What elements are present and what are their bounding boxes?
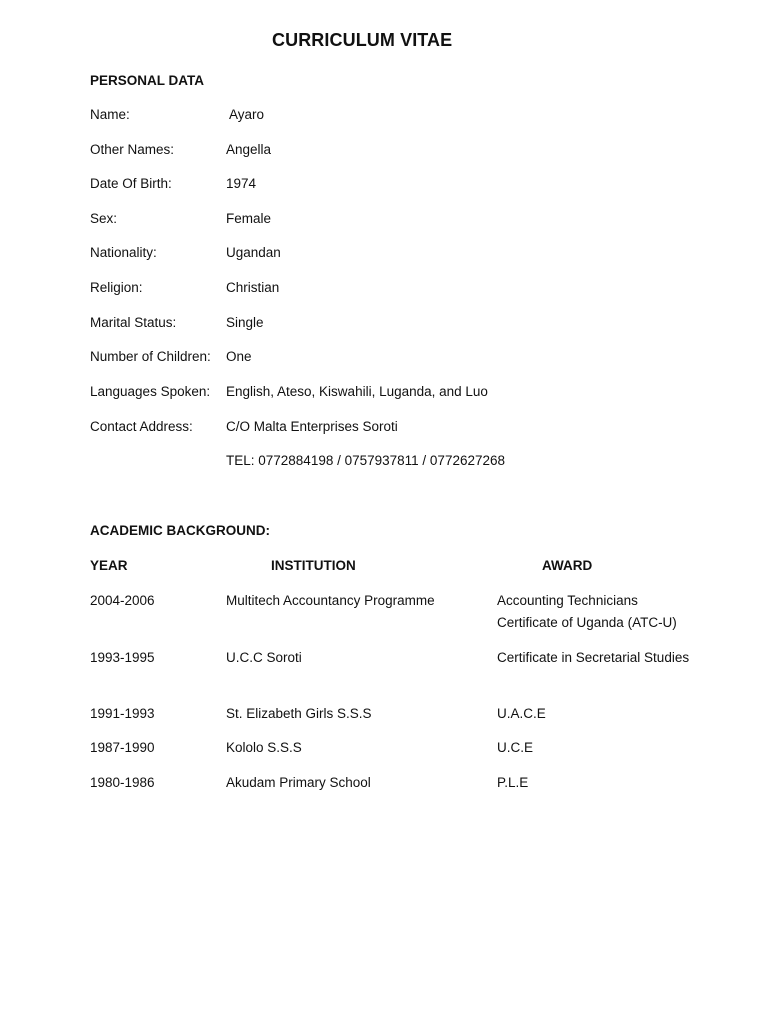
field-label: Nationality: xyxy=(90,245,157,260)
field-label: Number of Children: xyxy=(90,349,211,364)
academic-background-heading: ACADEMIC BACKGROUND: xyxy=(90,523,270,538)
document-title: CURRICULUM VITAE xyxy=(272,30,453,50)
field-label: Date Of Birth: xyxy=(90,176,172,191)
field-value: English, Ateso, Kiswahili, Luganda, and Luo xyxy=(226,384,488,399)
field-label: Contact Address: xyxy=(90,419,193,434)
field-value: One xyxy=(226,349,252,364)
year-cell: 2004-2006 xyxy=(90,593,155,608)
field-label: Religion: xyxy=(90,280,143,295)
column-header-award: AWARD xyxy=(542,558,593,573)
field-value: Ayaro xyxy=(229,107,265,122)
award-cell: Accounting Technicians Certificate of Uganda (ATC-U) xyxy=(497,593,677,630)
year-cell: 1993-1995 xyxy=(90,650,155,665)
field-label: Languages Spoken: xyxy=(90,384,211,399)
field-label: Sex: xyxy=(90,211,118,226)
award-cell: Certificate in Secretarial Studies xyxy=(497,650,690,665)
field-label: Other Names: xyxy=(90,142,175,157)
award-cell: U.A.C.E xyxy=(497,706,546,721)
personal-data-heading: PERSONAL DATA xyxy=(90,73,205,88)
institution-cell: Akudam Primary School xyxy=(226,775,371,790)
institution-cell: St. Elizabeth Girls S.S.S xyxy=(226,706,372,721)
year-cell: 1980-1986 xyxy=(90,775,155,790)
field-value: 1974 xyxy=(226,176,257,191)
field-value: C/O Malta Enterprises Soroti xyxy=(226,419,398,434)
institution-cell: Kololo S.S.S xyxy=(226,740,302,755)
year-cell: 1987-1990 xyxy=(90,740,155,755)
field-value: Christian xyxy=(226,280,280,295)
telephone-value: TEL: 0772884198 / 0757937811 / 0772627268 xyxy=(226,453,506,468)
field-value: Ugandan xyxy=(226,245,281,260)
field-value: Angella xyxy=(226,142,272,157)
field-value: Single xyxy=(226,315,264,330)
field-value: Female xyxy=(226,211,272,226)
award-cell: U.C.E xyxy=(497,740,534,755)
field-label: Name: xyxy=(90,107,130,122)
institution-cell: Multitech Accountancy Programme xyxy=(226,593,435,608)
institution-cell: U.C.C Soroti xyxy=(226,650,302,665)
award-cell: P.L.E xyxy=(497,775,529,790)
column-header-year: YEAR xyxy=(90,558,128,573)
field-label: Marital Status: xyxy=(90,315,177,330)
column-header-institution: INSTITUTION xyxy=(271,558,356,573)
year-cell: 1991-1993 xyxy=(90,706,155,721)
